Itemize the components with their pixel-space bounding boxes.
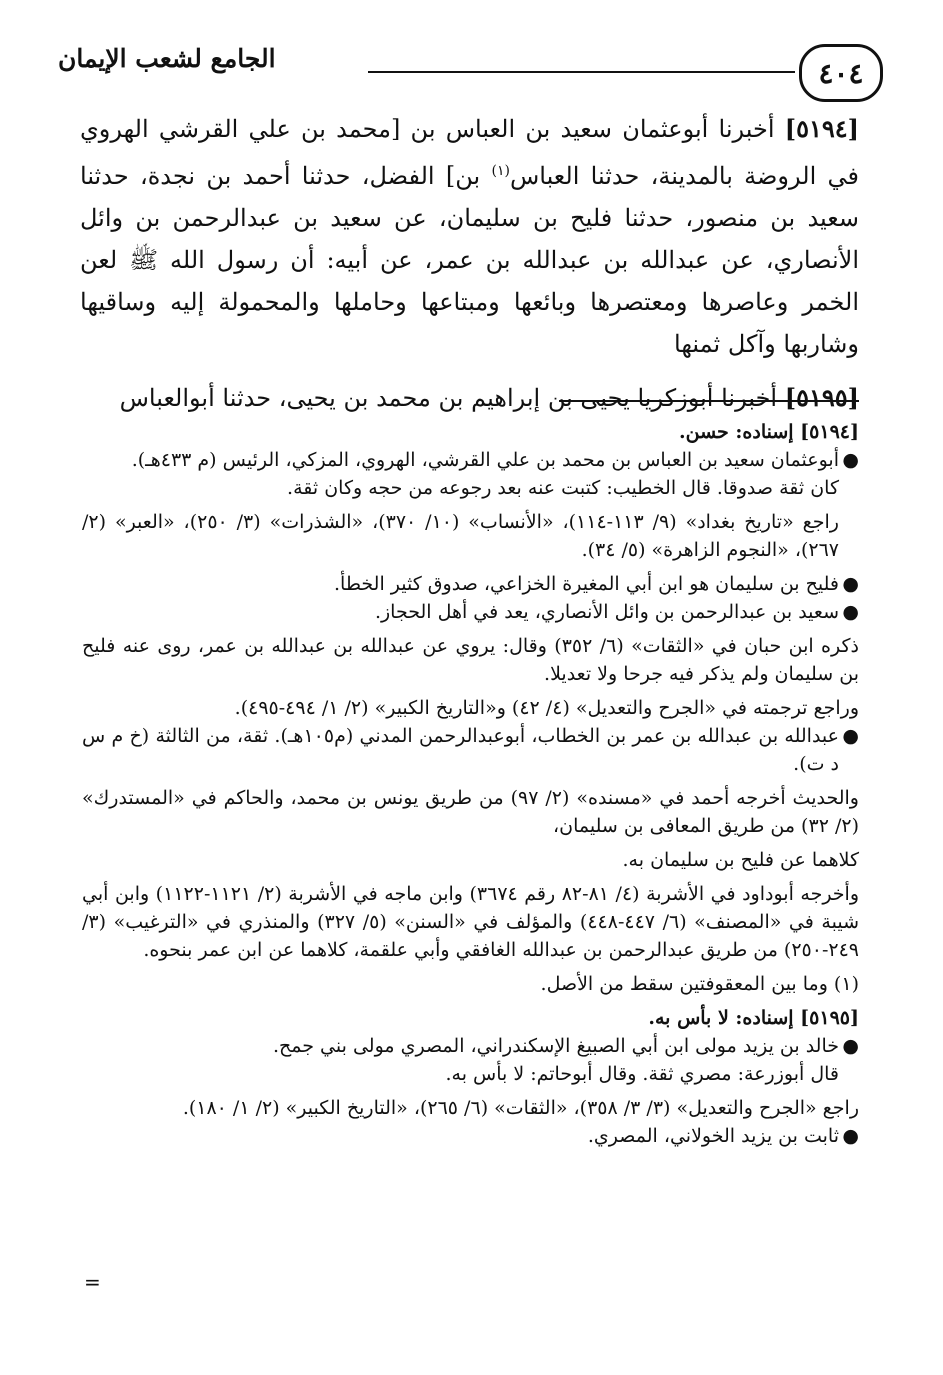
footnote-1: (١) وما بين المعقوفتين سقط من الأصل. (540, 973, 859, 995)
hadith-number: [٥١٩٥] (784, 383, 859, 412)
narrator-line: عبدالله بن عبدالله بن عمر بن الخطاب، أبوعبدالرحمن المدني (م١٠٥هـ). ثقة، من الثالثة (خ م س د ت). (82, 725, 839, 775)
notes-section (82, 418, 859, 1150)
narrator-line: فليح بن سليمان هو ابن أبي المغيرة الخزاعي، صدوق كثير الخطأ. (333, 573, 839, 595)
takhrij-paragraph: وأخرجه أبوداود في الأشربة (٤/ ٨١-٨٢ رقم ٣٦٧٤) وابن ماجه في الأشربة (٢/ ١١٢١-١١٢٢) وابن أبي شيبة في «المصنف» (٦/ ٤٤٧-٤٤٨) والمؤلف في «السنن» (٥/ ٣٢٧) والمنذري في «الترغيب» (٣/ ٢٤٩-٢٥٠) من طريق عبدالرحمن بن عبدالله الغافقي وأبي علقمة، كلاهما عن ابن عمر بنحوه. (82, 883, 860, 961)
continuation-mark: = (84, 1270, 101, 1294)
narrator-line: ثابت بن يزيد الخولاني، المصري. (587, 1125, 839, 1147)
bullet-icon: ● (842, 573, 859, 595)
narrator-entry (82, 446, 859, 502)
header-rule (368, 71, 795, 73)
bullet-icon: ● (842, 725, 859, 747)
references: راجع «الجرح والتعديل» (٣/ ٣/ ٣٥٨)، «الثقات» (٦/ ٢٦٥)، «التاريخ الكبير» (٢/ ١/ ١٨٠). (182, 1097, 859, 1119)
narrator-entry (82, 1122, 859, 1150)
references: راجع «تاريخ بغداد» (٩/ ١١٣-١١٤)، «الأنساب» (١٠/ ٣٧٠)، «الشذرات» (٣/ ٢٥٠)، «العبر» (٢/ ٢٦٧)، «النجوم الزاهرة» (٥/ ٣٤). (82, 511, 839, 561)
page-number: ٤٠٤ (799, 44, 883, 102)
narrator-line: كان ثقة صدوقا. قال الخطيب: كتبت عنه بعد رجوعه من حجه وكان ثقة. (287, 477, 839, 499)
note-heading-5195: [٥١٩٥] إسناده: لا بأس به. (648, 1007, 859, 1029)
bullet-icon: ● (842, 449, 859, 471)
hadith-number: [٥١٩٤] (784, 114, 859, 143)
bullet-icon: ● (842, 1125, 859, 1147)
narrator-entry (82, 570, 859, 598)
references: وراجع ترجمته في «الجرح والتعديل» (٤/ ٤٢) و«التاريخ الكبير» (٢/ ١/ ٤٩٤-٤٩٥). (234, 697, 859, 719)
bullet-icon: ● (842, 601, 859, 623)
narrator-entry (82, 598, 859, 626)
hadith-text: أخبرنا أبوزكريا يحيى بن إبراهيم بن محمد بن يحيى، حدثنا أبوالعباس (119, 384, 785, 412)
page-header (58, 38, 885, 108)
hadith-text: أخبرنا أبوعثمان سعيد بن العباس بن [محمد بن علي القرشي الهروي في الروضة بالمدينة، حدثنا العباس (80, 115, 859, 190)
takhrij-paragraph: كلاهما عن فليح بن سليمان به. (622, 849, 859, 871)
notes-separator (559, 400, 859, 402)
bullet-icon: ● (842, 1035, 859, 1057)
takhrij-paragraph: والحديث أخرجه أحمد في «مسنده» (٢/ ٩٧) من طريق يونس بن محمد، والحاكم في «المستدرك» (٢/ ٣٢) من طريق المعافى بن سليمان، (82, 787, 859, 837)
note-heading-5194: [٥١٩٤] إسناده: حسن. (679, 421, 859, 443)
running-title: الجامع لشعب الإيمان (58, 44, 276, 73)
hadith-5195 (80, 377, 859, 419)
footnote-marker: (١) (491, 163, 510, 179)
narrator-entry (82, 1032, 859, 1088)
main-text (80, 108, 859, 419)
narrator-line: قال أبوزرعة: مصري ثقة. وقال أبوحاتم: لا بأس به. (445, 1063, 839, 1085)
narrator-entry (82, 722, 859, 778)
hadith-5194 (80, 108, 859, 365)
narrator-line: خالد بن يزيد مولى ابن أبي الصبيغ الإسكندراني، المصري مولى بني جمح. (272, 1035, 839, 1057)
narrator-line: سعيد بن عبدالرحمن بن وائل الأنصاري، يعد في أهل الحجاز. (374, 601, 839, 623)
narrator-line: أبوعثمان سعيد بن العباس بن محمد بن علي القرشي، الهروي، المزكي، الرئيس (م ٤٣٣هـ). (131, 449, 839, 471)
narrator-detail: ذكره ابن حبان في «الثقات» (٦/ ٣٥٢) وقال: يروي عن عبدالله بن عبدالله بن عمر، روى عنه فليح بن سليمان ولم يذكر فيه جرحا ولا تعديلا. (82, 635, 859, 685)
hadith-text: بن] الفضل، حدثنا أحمد بن نجدة، حدثنا سعيد بن منصور، حدثنا فليح بن سليمان، عن سعيد بن عبدالرحمن بن وائل الأنصاري، عن عبدالله بن عبدالله بن عمر، عن أبيه: أن رسول الله ﷺ لعن الخمر وعاصرها ومعتصرها وبائعها ومبتاعها وحاملها والمحمولة إليه وساقيها وشاربها وآكل ثمنها (80, 162, 859, 358)
